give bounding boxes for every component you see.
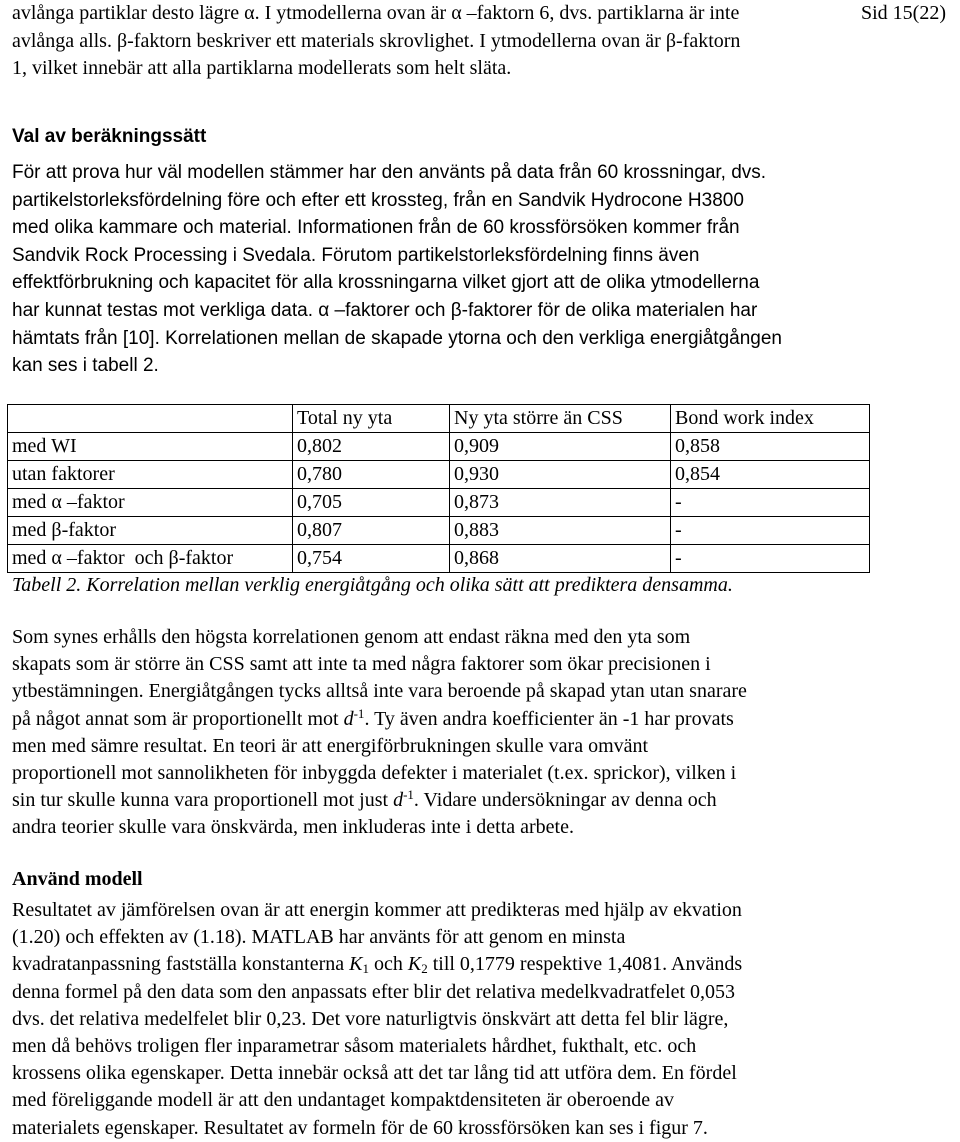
text-line: med olika kammare och material. Informationen från de 60 krossförsöken kommer från [12, 217, 740, 239]
table-row [8, 489, 870, 517]
text-line: men då behövs troligen fler inparametrar såsom materialets hårdhet, fukthalt, etc. och [12, 1035, 697, 1058]
exponent: -1 [353, 705, 365, 721]
correlation-table [7, 404, 870, 573]
page-number: Sid 15(22) [861, 2, 946, 24]
text-line: med föreliggande modell är att den undantaget kompaktdensiteten är oberoende av [12, 1089, 674, 1112]
table-header-row [8, 405, 870, 433]
text-line: krossens olika egenskaper. Detta innebär också att det tar lång tid att utföra dem. En fördel [12, 1062, 737, 1085]
table-row [8, 461, 870, 489]
text-line: proportionell mot sannolikheten för inbyggda defekter i materialet (t.ex. sprickor), vilken i [12, 762, 737, 785]
variable-d: d [343, 707, 354, 730]
table-cell: 0,858 [671, 433, 870, 461]
table-cell: 0,909 [450, 433, 671, 461]
table-cell: - [671, 517, 870, 545]
table-header-cell [8, 405, 293, 433]
text-span: sin tur skulle kunna vara proportionell mot just [12, 789, 394, 812]
discussion-paragraph [12, 624, 912, 842]
text-line: har kunnat testas mot verkliga data. α –faktorer och β-faktorer för de olika materialen har [12, 299, 758, 321]
table-cell: med β-faktor [8, 517, 293, 545]
constant-k2: K [407, 953, 422, 976]
table-cell: - [671, 489, 870, 517]
text-span: på något annat som är proportionellt mot [12, 707, 344, 730]
text-line: avlånga alls. β-faktorn beskriver ett materials skrovlighet. I ytmodellerna ovan är β-faktorn [12, 29, 741, 52]
table-row [8, 517, 870, 545]
table-cell: 0,854 [671, 461, 870, 489]
table-header-cell: Total ny yta [293, 405, 450, 433]
table-row [8, 433, 870, 461]
text-line: Resultatet av jämförelsen ovan är att energin kommer att predikteras med hjälp av ekvation [12, 899, 742, 921]
exponent: -1 [403, 787, 414, 803]
text-span: kvadratanpassning fastställa konstanterna [12, 953, 350, 976]
table-row [8, 545, 870, 573]
text-line: kan ses i tabell 2. [12, 355, 159, 377]
constant-k1: K [349, 953, 363, 976]
text-line: ytbestämningen. Energiåtgången tycks alltså inte vara beroende på skapad ytan utan snarare [12, 680, 747, 703]
table-cell: 0,754 [293, 545, 450, 573]
intro-paragraph [12, 0, 912, 83]
text-line: partikelstorleksfördelning före och efter ett krossteg, från en Sandvik Hydrocone H3800 [12, 189, 744, 211]
text-line: hämtats från [10]. Korrelationen mellan de skapade ytorna och den verkliga energiåtgången [12, 327, 782, 349]
table-cell: 0,930 [450, 461, 671, 489]
table-cell: utan faktorer [8, 461, 293, 489]
text-span: till 0,1779 respektive 1,4081. Används [427, 953, 743, 976]
text-line [12, 951, 912, 978]
text-span: . Ty även andra koefficienter än -1 har provats [364, 707, 734, 730]
section-heading-model: Använd modell [12, 868, 143, 890]
subscript: 2 [421, 961, 428, 977]
text-line: För att prova hur väl modellen stämmer har den använts på data från 60 krossningar, dvs. [12, 162, 767, 183]
table-header-cell: Bond work index [671, 405, 870, 433]
text-line: Som synes erhålls den högsta korrelationen genom att endast räkna med den yta som [12, 626, 691, 648]
table-cell: 0,802 [293, 433, 450, 461]
text-line: skapats som är större än CSS samt att inte ta med några faktorer som ökar precisionen i [12, 653, 711, 676]
text-line [12, 787, 912, 814]
text-line: (1.20) och effekten av (1.18). MATLAB har använts för att genom en minsta [12, 926, 626, 949]
text-span: och [368, 953, 408, 976]
text-line: materialets egenskaper. Resultatet av formeln för de 60 krossförsöken kan ses i figur 7. [12, 1116, 708, 1139]
table-cell: 0,868 [450, 545, 671, 573]
calculation-paragraph [12, 159, 912, 380]
variable-d: d [393, 789, 404, 812]
text-line: dvs. det relativa medelfelet blir 0,23. Det vore naturligtvis önskvärt att detta fel blir lägre, [12, 1007, 729, 1030]
table-header-cell: Ny yta större än CSS [450, 405, 671, 433]
table-cell: 0,780 [293, 461, 450, 489]
section-heading-calculation: Val av beräkningssätt [12, 126, 207, 147]
text-line: avlånga partiklar desto lägre α. I ytmodellerna ovan är α –faktorn 6, dvs. partiklarna är inte [12, 2, 740, 24]
text-line: men med sämre resultat. En teori är att energiförbrukningen skulle vara omvänt [12, 734, 649, 757]
text-line: andra teorier skulle vara önskvärda, men inkluderas inte i detta arbete. [12, 816, 574, 839]
model-paragraph [12, 897, 912, 1142]
table-cell: med α –faktor [8, 489, 293, 517]
table-caption: Tabell 2. Korrelation mellan verklig energiåtgång och olika sätt att prediktera densamma. [12, 574, 733, 596]
text-line [12, 706, 912, 733]
table-cell: - [671, 545, 870, 573]
table-cell: 0,807 [293, 517, 450, 545]
text-line: denna formel på den data som den anpassats efter blir det relativa medelkvadratfelet 0,053 [12, 980, 736, 1003]
table-cell: med α –faktor och β-faktor [8, 545, 293, 573]
text-line: effektförbrukning och kapacitet för alla krossningarna vilket gjort att de olika ytmodellerna [12, 272, 760, 294]
text-line: 1, vilket innebär att alla partiklarna modellerats som helt släta. [12, 57, 512, 80]
table-cell: 0,883 [450, 517, 671, 545]
table-cell: 0,705 [293, 489, 450, 517]
text-line: Sandvik Rock Processing i Svedala. Förutom partikelstorleksfördelning finns även [12, 244, 700, 266]
table-cell: med WI [8, 433, 293, 461]
text-span: . Vidare undersökningar av denna och [413, 789, 717, 812]
subscript: 1 [362, 961, 369, 977]
table-cell: 0,873 [450, 489, 671, 517]
